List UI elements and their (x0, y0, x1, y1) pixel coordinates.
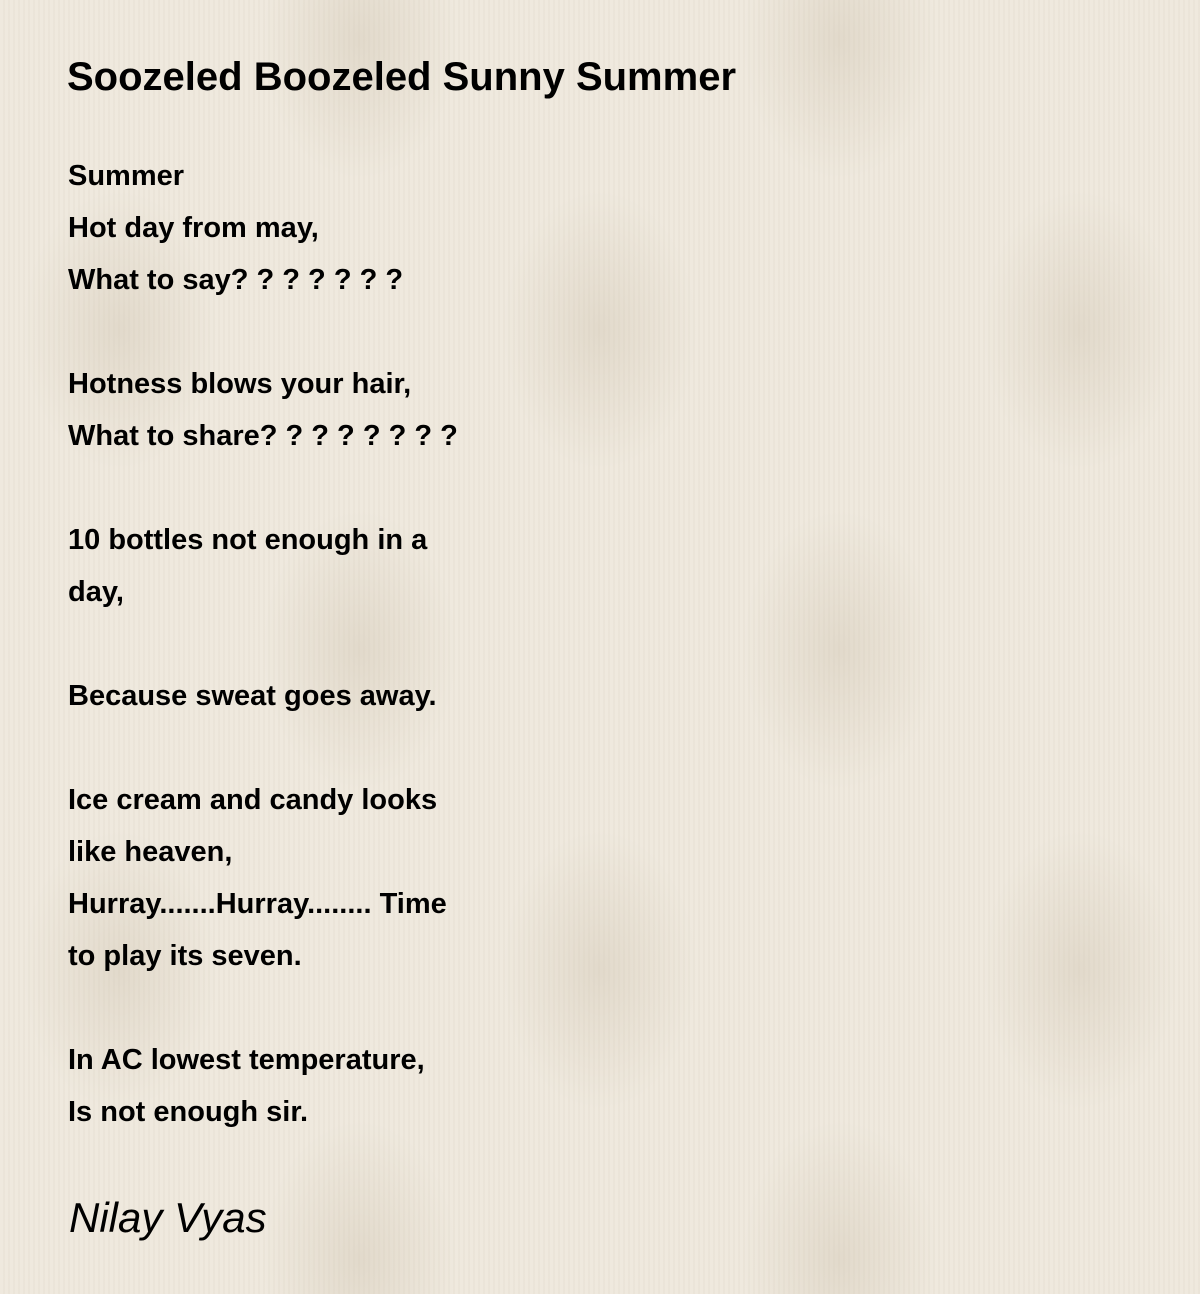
stanza-break (68, 462, 458, 514)
poem-line: like heaven, (68, 836, 233, 868)
stanza-break (68, 306, 458, 358)
poem-line: What to share? ? ? ? ? ? ? ? (68, 420, 458, 452)
stanza-break (68, 982, 458, 1034)
poem-author: Nilay Vyas (69, 1194, 267, 1241)
poem-line: day, (68, 576, 124, 608)
poem-body (68, 150, 458, 1138)
poem-line: Hotness blows your hair, (68, 368, 412, 400)
stanza-break (68, 722, 458, 774)
poem-line: to play its seven. (68, 940, 302, 972)
poem-line: Summer (68, 160, 185, 192)
poem-line: Is not enough sir. (68, 1096, 309, 1128)
stanza-break (68, 618, 458, 670)
poem-line: Ice cream and candy looks (68, 784, 438, 816)
poem-line: In AC lowest temperature, (68, 1044, 425, 1076)
poem-line: Because sweat goes away. (68, 680, 437, 712)
poem-line: Hurray.......Hurray........ Time (68, 888, 447, 920)
poem-line: Hot day from may, (68, 212, 319, 244)
poem-line: What to say? ? ? ? ? ? ? (68, 264, 404, 296)
poem-line: 10 bottles not enough in a (68, 524, 428, 556)
poem-title: Soozeled Boozeled Sunny Summer (67, 55, 737, 99)
